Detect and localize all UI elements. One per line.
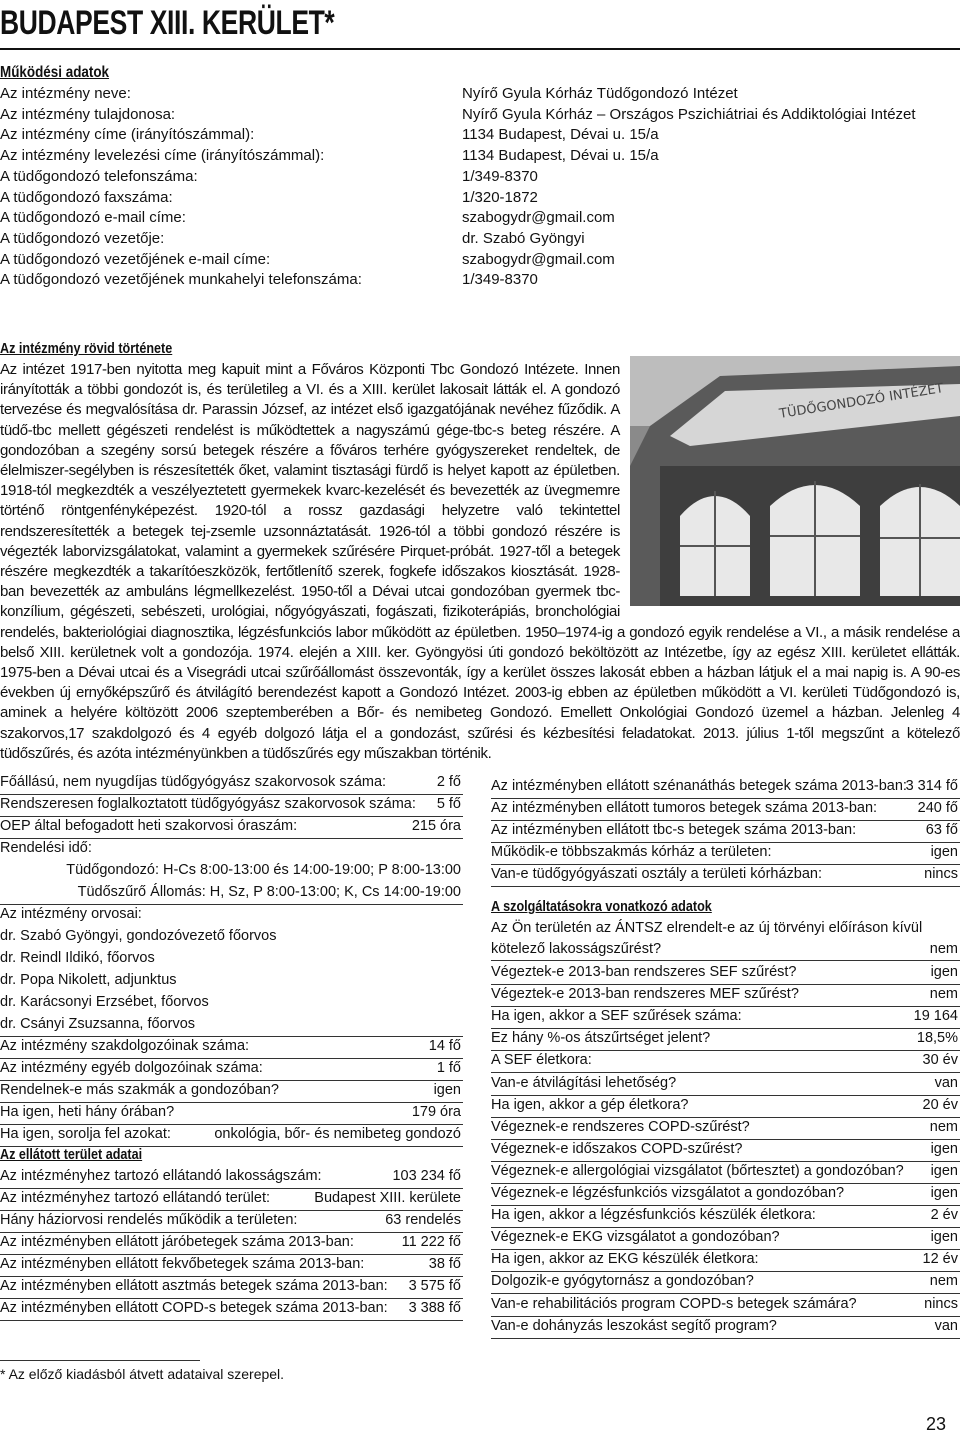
doctor-row-label: dr. Csányi Zsuzsanna, főorvos [0,1016,196,1032]
service-row-value: igen [930,1162,958,1179]
staff-row [0,1102,463,1125]
area-row-value: 103 234 fő [392,1168,461,1184]
footnote: * Az előző kiadásból átvett adataival szerepel. [0,1366,285,1382]
building-sign: TÜDŐGONDOZÓ INTÉZET [778,381,945,422]
operational-heading: Működési adatok [0,64,110,81]
service-row-value: igen [930,1140,958,1157]
staff-row [0,816,463,839]
doctor-row-label: dr. Popa Nikolett, adjunktus [0,972,177,988]
services-heading: A szolgáltatásokra vonatkozó adatok [491,898,712,915]
photo-spacer [620,360,960,606]
area-row-value: 38 fő [428,1256,461,1272]
services-q1-row [491,918,960,961]
history-heading-wrap [0,340,205,357]
service-row-label: Ha igen, akkor a gép életkora? [491,1096,689,1113]
operational-label: Az intézmény címe (irányítószámmal): [0,126,255,144]
operational-label: Az intézmény levelezési címe (irányítószámmal): [0,147,325,165]
service-row [491,1294,960,1317]
operational-value: 1/349-8370 [462,271,538,289]
service-row [491,1073,960,1096]
hours-value-1: Tüdőgondozó: H-Cs 8:00-13:00 és 14:00-19:00; P 8:00-13:00 [66,862,461,878]
service-row [491,1183,960,1206]
doctor-row-label: dr. Szabó Gyöngyi, gondozóvezető főorvos [0,928,277,944]
staff-row-label: Az intézmény egyéb dolgozóinak száma: [0,1060,263,1076]
staff-row [0,1036,463,1059]
operational-label: A tüdőgondozó e-mail címe: [0,209,186,227]
staff-row-value: igen [433,1082,461,1098]
staff-row-label: Főállású, nem nyugdíjas tüdőgyógyász szakorvosok száma: [0,774,387,790]
service-row-value: 20 év [922,1096,958,1113]
patient-row-value: nincs [924,866,958,882]
service-row-label: Végeznek-e EKG vizsgálatot a gondozóban? [491,1229,780,1246]
services-q1-value: nem [929,941,958,957]
doctor-row [0,992,463,1014]
operational-value: szabogydr@gmail.com [462,209,615,227]
staff-row [0,794,463,817]
service-row-label: Dolgozik-e gyógytornász a gondozóban? [491,1273,754,1290]
service-row-label: Ha igen, akkor az EKG készülék életkora: [491,1251,759,1268]
patient-row [491,798,960,821]
service-row-label: Végeztek-e 2013-ban rendszeres MEF szűrést? [491,986,799,1003]
service-row [491,1117,960,1140]
patient-row-label: Van-e tüdőgyógyászati osztály a területi kórházban: [491,866,823,882]
service-row [491,1205,960,1228]
patient-row-value: igen [930,844,958,860]
staff-row-label: Ha igen, sorolja fel azokat: [0,1126,171,1142]
doctor-row-label: dr. Reindl Ildikó, főorvos [0,950,155,966]
operational-value: 1/320-1872 [462,188,538,206]
area-row [0,1232,463,1255]
service-row [491,1271,960,1294]
history-text: Az intézet 1917-ben nyitotta meg kapuit mint a Főváros Központi Tbc Gondozó Intézete. Innen irányították a többi gondozót is, és területileg a VI. és a XIII. kerület lakosait látták el. A gondozó tervezése és megvalósítása dr. Parassin József, az intézet első igazgatójának nevéhez fűződik. A tüdő-tbc mellett gégészeti rendelést is működtettek a nagyszámú gége-tbc-s beteg részére. A gondozóban a szegény sorsú betegek részére a főváros terhére gyógyszereket rendeltek, de élelmiszer-segélyben is részesítették őket, valamint tisztasági fürdő is helyet kapott az épületben. 1918-tól megkezdték a veszélyeztetett gyermekek kvarc-kezelését és bevezették az üvegmemre történő röntgenfényképezést. 1920-tól a rossz gazdasági helyzetre való tekintettel rendszeresítették a betegek tej-zsemle uzsonnáztatását. 1926-tól a többi gondozó részére is végezték laborvizsgálatokat, valamint a gyermekek szűrésére Pirquet-próbát. 1927-től a betegek részére megkezdték a takarítóeszközök, fertőtlenítő szerek, fogkefe időszakos kiosztását. 1928-ban bevezették az ambuláns légmellkezelést. 1950-től a Dévai utcai gondozóban gyermek tbc-konzílium, gégészeti, sebészeti, urológiai, nőgyógyászati, fogászati, fizikoterápiás, bronchológiai rendelés, bakteriológiai diagnosztika, légzésfunkciós labor működött az épületben. 1950–1974-ig a gondozó egyik rendelése a VI., a másik rendelése a belső XIII. kerületnek volt a gondozója. 1974. elején a XIII. ker. Gyöngyösi úti gondozó beköltözött az Intézetbe, így az egész XIII. kerületet ellátták. 1975-ben a Dévai utcai és a Visegrádi utcai szűrőállomást összevonták, így a kerület összes lakosát ebben a házban látjuk el a mai napig is. A 90-es években új ernyőképszűrő és átvilágító berendezést kapott a Gondozó Intézet. 2003-ig ebben az épületben működött a VI. kerületi Tüdőgondozó is, aminek a helyére költözött 2006 szeptemberében a Bőr- és nemibeteg Gondozó. Emellett Onkológiai Gondozó üzemel a házban. Jelenleg 4 szakorvos,17 szakdolgozó és 4 egyéb dolgozó látja el a gondozást, szűrési és kézbesítési feladatokat. 2013. július 1-től megszűnt a kötelező tüdőszűrés, és azóta intézményünkben a tüdőszűrés egy műszakban történik. [0,361,960,762]
doctor-row [0,970,463,992]
staff-row-value: 179 óra [411,1104,461,1120]
staff-row [0,1124,463,1147]
footnote-rule [0,1360,200,1361]
patient-row [491,864,960,887]
staff-row-value: 2 fő [436,774,461,790]
service-row [491,1006,960,1029]
patient-row [491,820,960,843]
operational-label: Az intézmény tulajdonosa: [0,105,176,123]
operational-rows [0,84,960,294]
history-heading: Az intézmény rövid története [0,340,173,357]
service-row-label: Ha igen, akkor a légzésfunkciós készülék életkora: [491,1207,816,1224]
operational-label: A tüdőgondozó faxszáma: [0,188,173,206]
staff-row-value: 5 fő [436,796,461,812]
staff-row-label: Ha igen, heti hány órában? [0,1104,175,1120]
area-heading-wrap [0,1146,169,1163]
staff-row-label: OEP által befogadott heti szakorvosi óraszám: [0,818,298,834]
area-row-value: Budapest XIII. kerülete [314,1190,461,1206]
area-row [0,1188,463,1211]
area-row-value: 11 222 fő [401,1234,461,1250]
operational-label: A tüdőgondozó vezetőjének munkahelyi telefonszáma: [0,271,362,289]
service-row [491,1161,960,1184]
doctor-row [0,948,463,970]
staff-row [0,1080,463,1103]
area-heading: Az ellátott terület adatai [0,1146,143,1163]
services-heading-wrap [491,898,754,915]
area-row-label: Az intézményben ellátott fekvőbetegek száma 2013-ban: [0,1256,365,1272]
service-row-value: nincs [924,1295,958,1312]
patient-row [491,776,960,799]
operational-label: Az intézmény neve: [0,85,131,102]
staff-row-value: onkológia, bőr- és nemibeteg gondozó [214,1126,461,1142]
service-row-value: van [934,1074,958,1091]
patient-row-label: Az intézményben ellátott szénanáthás betegek száma 2013-ban: [491,778,907,794]
service-row-value: igen [930,1229,958,1246]
area-row-value: 3 575 fő [408,1278,461,1294]
doctor-row [0,1014,463,1037]
staff-row-value: 215 óra [411,818,461,834]
area-row-label: Hány háziorvosi rendelés működik a területen: [0,1212,298,1228]
staff-row-label: Az intézmény szakdolgozóinak száma: [0,1038,250,1054]
service-row [491,1139,960,1162]
area-row [0,1166,463,1189]
area-row-label: Az intézményben ellátott járóbetegek száma 2013-ban: [0,1234,354,1250]
service-row-value: 30 év [922,1052,958,1069]
operational-label: A tüdőgondozó vezetőjének e-mail címe: [0,250,271,268]
title-rule [0,48,960,50]
patient-row-label: Az intézményben ellátott tumoros betegek száma 2013-ban: [491,800,878,816]
service-row [491,1316,960,1339]
service-row-label: Végeznek-e rendszeres COPD-szűrést? [491,1118,750,1135]
service-row-value: 2 év [930,1207,958,1224]
staff-row-label: Rendszeresen foglalkoztatott tüdőgyógyász szakorvosok száma: [0,796,416,812]
history-block [0,360,960,764]
service-row [491,984,960,1007]
service-row [491,1249,960,1272]
staff-row-value: 14 fő [428,1038,461,1054]
service-row-label: Végeznek-e légzésfunkciós vizsgálatot a gondozóban? [491,1185,845,1201]
operational-value: 1134 Budapest, Dévai u. 15/a [462,126,659,144]
operational-value: 1134 Budapest, Dévai u. 15/a [462,147,659,165]
operational-label: A tüdőgondozó telefonszáma: [0,167,198,185]
patient-row [491,842,960,865]
service-row [491,1227,960,1250]
operational-value: szabogydr@gmail.com [462,250,615,268]
service-row-label: Végeztek-e 2013-ban rendszeres SEF szűrést? [491,964,797,980]
hours-row-2 [0,882,463,905]
operational-label: A tüdőgondozó vezetője: [0,229,165,247]
staff-row [0,772,463,795]
patient-row-value: 3 314 fő [905,778,958,794]
operational-value: 1/349-8370 [462,167,538,185]
area-row-value: 63 rendelés [385,1212,461,1228]
hours-label-row [0,838,463,860]
service-row-value: nem [929,1273,958,1290]
area-row [0,1210,463,1233]
service-row-label: Végeznek-e időszakos COPD-szűrést? [491,1140,743,1157]
service-row-label: Ha igen, akkor a SEF szűrések száma: [491,1008,742,1025]
doctors-label: Az intézmény orvosai: [0,906,142,922]
page-number: 23 [926,1414,947,1434]
patient-row-value: 240 fő [917,800,958,816]
service-row [491,962,960,985]
hours-row-1 [0,860,463,882]
doctors-label-row [0,904,463,926]
service-row [491,1095,960,1118]
service-row-value: igen [930,1185,958,1201]
service-row-label: Van-e átvilágítási lehetőség? [491,1074,677,1091]
staff-row-label: Rendelnek-e más szakmák a gondozóban? [0,1082,279,1098]
area-row-value: 3 388 fő [408,1300,461,1316]
service-row [491,1028,960,1051]
patient-row-label: Az intézményben ellátott tbc-s betegek száma 2013-ban: [491,822,857,838]
page-title: BUDAPEST XIII. KERÜLET* [0,4,335,42]
service-row-value: nem [929,1118,958,1135]
service-row-value: nem [929,986,958,1003]
service-row-value: 12 év [922,1251,958,1268]
area-row [0,1254,463,1277]
service-row-label: Van-e rehabilitációs program COPD-s betegek számára? [491,1295,857,1312]
operational-value: Nyírő Gyula Kórház Tüdőgondozó Intézet [462,85,738,102]
hours-label: Rendelési idő: [0,840,92,856]
operational-value: Nyírő Gyula Kórház – Országos Pszichiátriai és Addiktológiai Intézet [462,105,916,123]
area-row-label: Az intézményben ellátott COPD-s betegek száma 2013-ban: [0,1300,388,1316]
staff-row [0,1058,463,1081]
area-row [0,1276,463,1299]
service-row-value: 19 164 [913,1008,958,1025]
operational-value: dr. Szabó Gyöngyi [462,229,585,247]
doctor-row [0,926,463,948]
patient-row-label: Működik-e többszakmás kórház a területen: [491,844,772,860]
service-row-value: van [934,1317,958,1334]
staff-row-value: 1 fő [436,1060,461,1076]
doctor-row-label: dr. Karácsonyi Erzsébet, főorvos [0,994,209,1010]
service-row-label: Ez hány %-os átszűrtséget jelent? [491,1030,711,1047]
patient-row-value: 63 fő [925,822,958,838]
hours-value-2: Tüdőszűrő Állomás: H, Sz, P 8:00-13:00; K, Cs 14:00-19:00 [77,884,461,900]
area-row-label: Az intézményhez tartozó ellátandó terület: [0,1190,271,1206]
service-row-value: 18,5% [916,1030,958,1047]
services-q1-label: Az Ön területén az ÁNTSZ elrendelt-e az új törvényi előíráson kívül kötelező lakosságszűrést? [491,920,923,957]
service-row-value: igen [930,964,958,980]
service-row-label: Van-e dohányzás leszokást segítő program? [491,1317,777,1334]
area-row-label: Az intézményben ellátott asztmás betegek száma 2013-ban: [0,1278,388,1294]
service-row-label: Végeznek-e allergológiai vizsgálatot (bőrtesztet) a gondozóban? [491,1162,904,1179]
operational-section [0,64,130,82]
service-row [491,1050,960,1073]
area-row-label: Az intézményhez tartozó ellátandó lakosságszám: [0,1168,322,1184]
area-row [0,1298,463,1321]
service-row-label: A SEF életkora: [491,1052,592,1069]
